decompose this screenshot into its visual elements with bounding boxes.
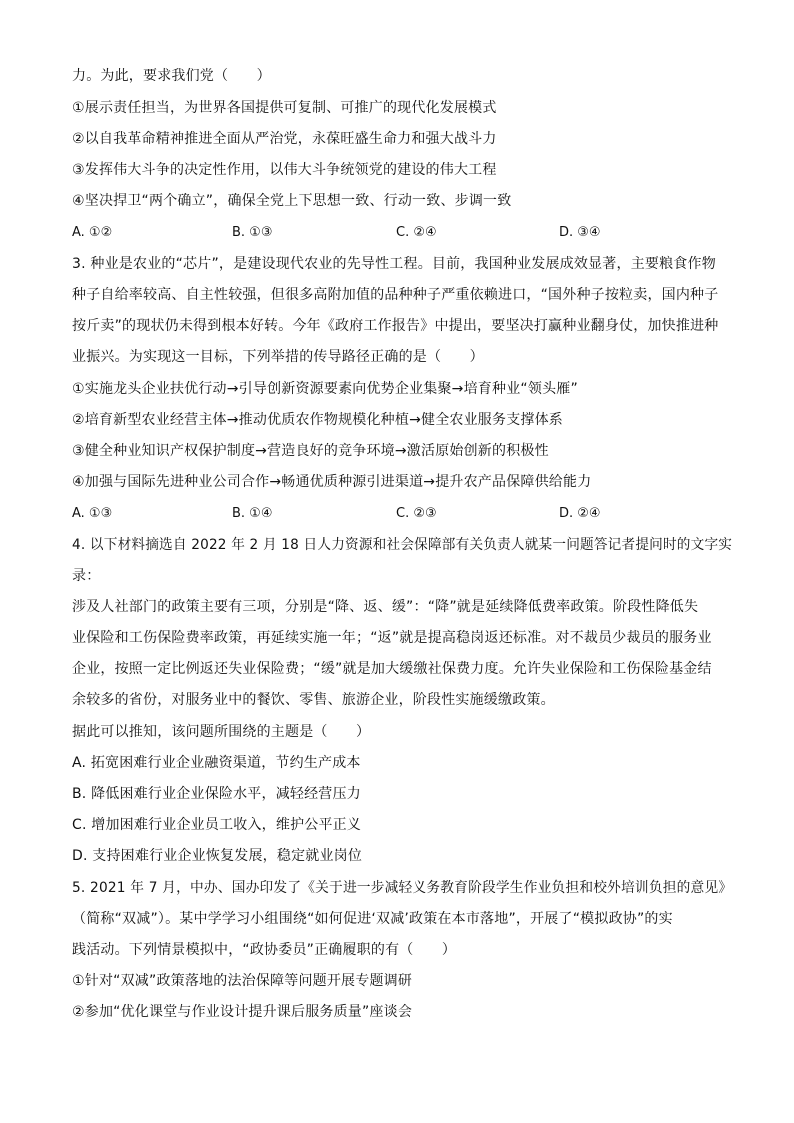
q3-stem-line: 种子自给率较高、自主性较强，但很多高附加值的品种种子严重依赖进口，“国外种子按粒卖，国内种子 [72,287,719,303]
q3-answer-options [72,504,732,524]
q3-choice-1: ①实施龙头企业扶优行动→引导创新资源要素向优势企业集聚→培育种业“领头雁” [72,381,578,397]
q4-stem-line: 录： [72,568,101,584]
question-stem-line: 力。为此，要求我们党（ ） [72,68,271,84]
choice-3: ③发挥伟大斗争的决定性作用，以伟大斗争统领党的建设的伟大工程 [72,162,497,178]
q4-material-line: 余较多的省份，对服务业中的餐饮、零售、旅游企业，阶段性实施缓缴政策。 [72,692,555,708]
choice-4: ④坚决捍卫“两个确立”，确保全党上下思想一致、行动一致、步调一致 [72,193,512,209]
answer-options [72,223,732,243]
q4-material-line: 企业，按照一定比例返还失业保险费；“缓”就是加大缓缴社保费力度。允许失业保险和工伤保险基金结 [72,661,712,677]
q5-choice-1: ①针对“双减”政策落地的法治保障等问题开展专题调研 [72,973,413,989]
option-d: D. ③④ [559,225,601,240]
option-c: C. ②④ [396,225,437,240]
q4-stem-line: 4. 以下材料摘选自 2022 年 2 月 18 日人力资源和社会保障部有关负责人就某一问题答记者提问时的文字实 [72,537,733,553]
q3-choice-2: ②培育新型农业经营主体→推动优质农作物规模化种植→健全农业服务支撑体系 [72,412,564,428]
option-a: A. ①③ [72,506,113,521]
q3-choice-3: ③健全种业知识产权保护制度→营造良好的竞争环境→激活原始创新的积极性 [72,443,549,459]
q4-material-line: 涉及人社部门的政策主要有三项，分别是“降、返、缓”：“降”就是延续降低费率政策。阶段性降低失 [72,599,699,615]
choice-1: ①展示责任担当，为世界各国提供可复制、可推广的现代化发展模式 [72,100,497,116]
q5-stem-line: 践活动。下列情景模拟中，“政协委员”正确履职的有（ ） [72,942,457,958]
q5-stem-line: 5. 2021 年 7 月，中办、国办印发了《关于进一步减轻义务教育阶段学生作业负担和校外培训负担的意见》 [72,880,733,896]
q5-stem-line: （简称“双减”）。某中学学习小组围绕“如何促进‘双减’政策在本市落地”，开展了“模拟政协”的实 [72,911,673,927]
q4-answer-d: D. 支持困难行业企业恢复发展，稳定就业岗位 [72,848,363,864]
q3-stem-line: 业振兴。为实现这一目标，下列举措的传导路径正确的是（ ） [72,349,484,365]
q3-stem-line: 3. 种业是农业的“芯片”，是建设现代农业的先导性工程。目前，我国种业发展成效显著，主要粮食作物 [72,256,716,272]
q4-question: 据此可以推知，该问题所围绕的主题是（ ） [72,724,371,740]
q4-answer-c: C. 增加困难行业企业员工收入，维护公平正义 [72,817,362,833]
option-d: D. ②④ [559,506,601,521]
option-a: A. ①② [72,225,113,240]
option-c: C. ②③ [396,506,437,521]
q4-answer-b: B. 降低困难行业企业保险水平，减轻经营压力 [72,786,361,802]
choice-2: ②以自我革命精神推进全面从严治党，永葆旺盛生命力和强大战斗力 [72,131,497,147]
q4-material-line: 业保险和工伤保险费率政策，再延续实施一年；“返”就是提高稳岗返还标准。对不裁员少裁员的服务业 [72,630,712,646]
q5-choice-2: ②参加“优化课堂与作业设计提升课后服务质量”座谈会 [72,1004,413,1020]
option-b: B. ①④ [232,506,273,521]
option-b: B. ①③ [232,225,273,240]
q3-choice-4: ④加强与国际先进种业公司合作→畅通优质种源引进渠道→提升农产品保障供给能力 [72,474,592,490]
q3-stem-line: 按斤卖”的现状仍未得到根本好转。今年《政府工作报告》中提出，要坚决打赢种业翻身仗，加快推进种 [72,318,719,334]
q4-answer-a: A. 拓宽困难行业企业融资渠道，节约生产成本 [72,755,361,771]
